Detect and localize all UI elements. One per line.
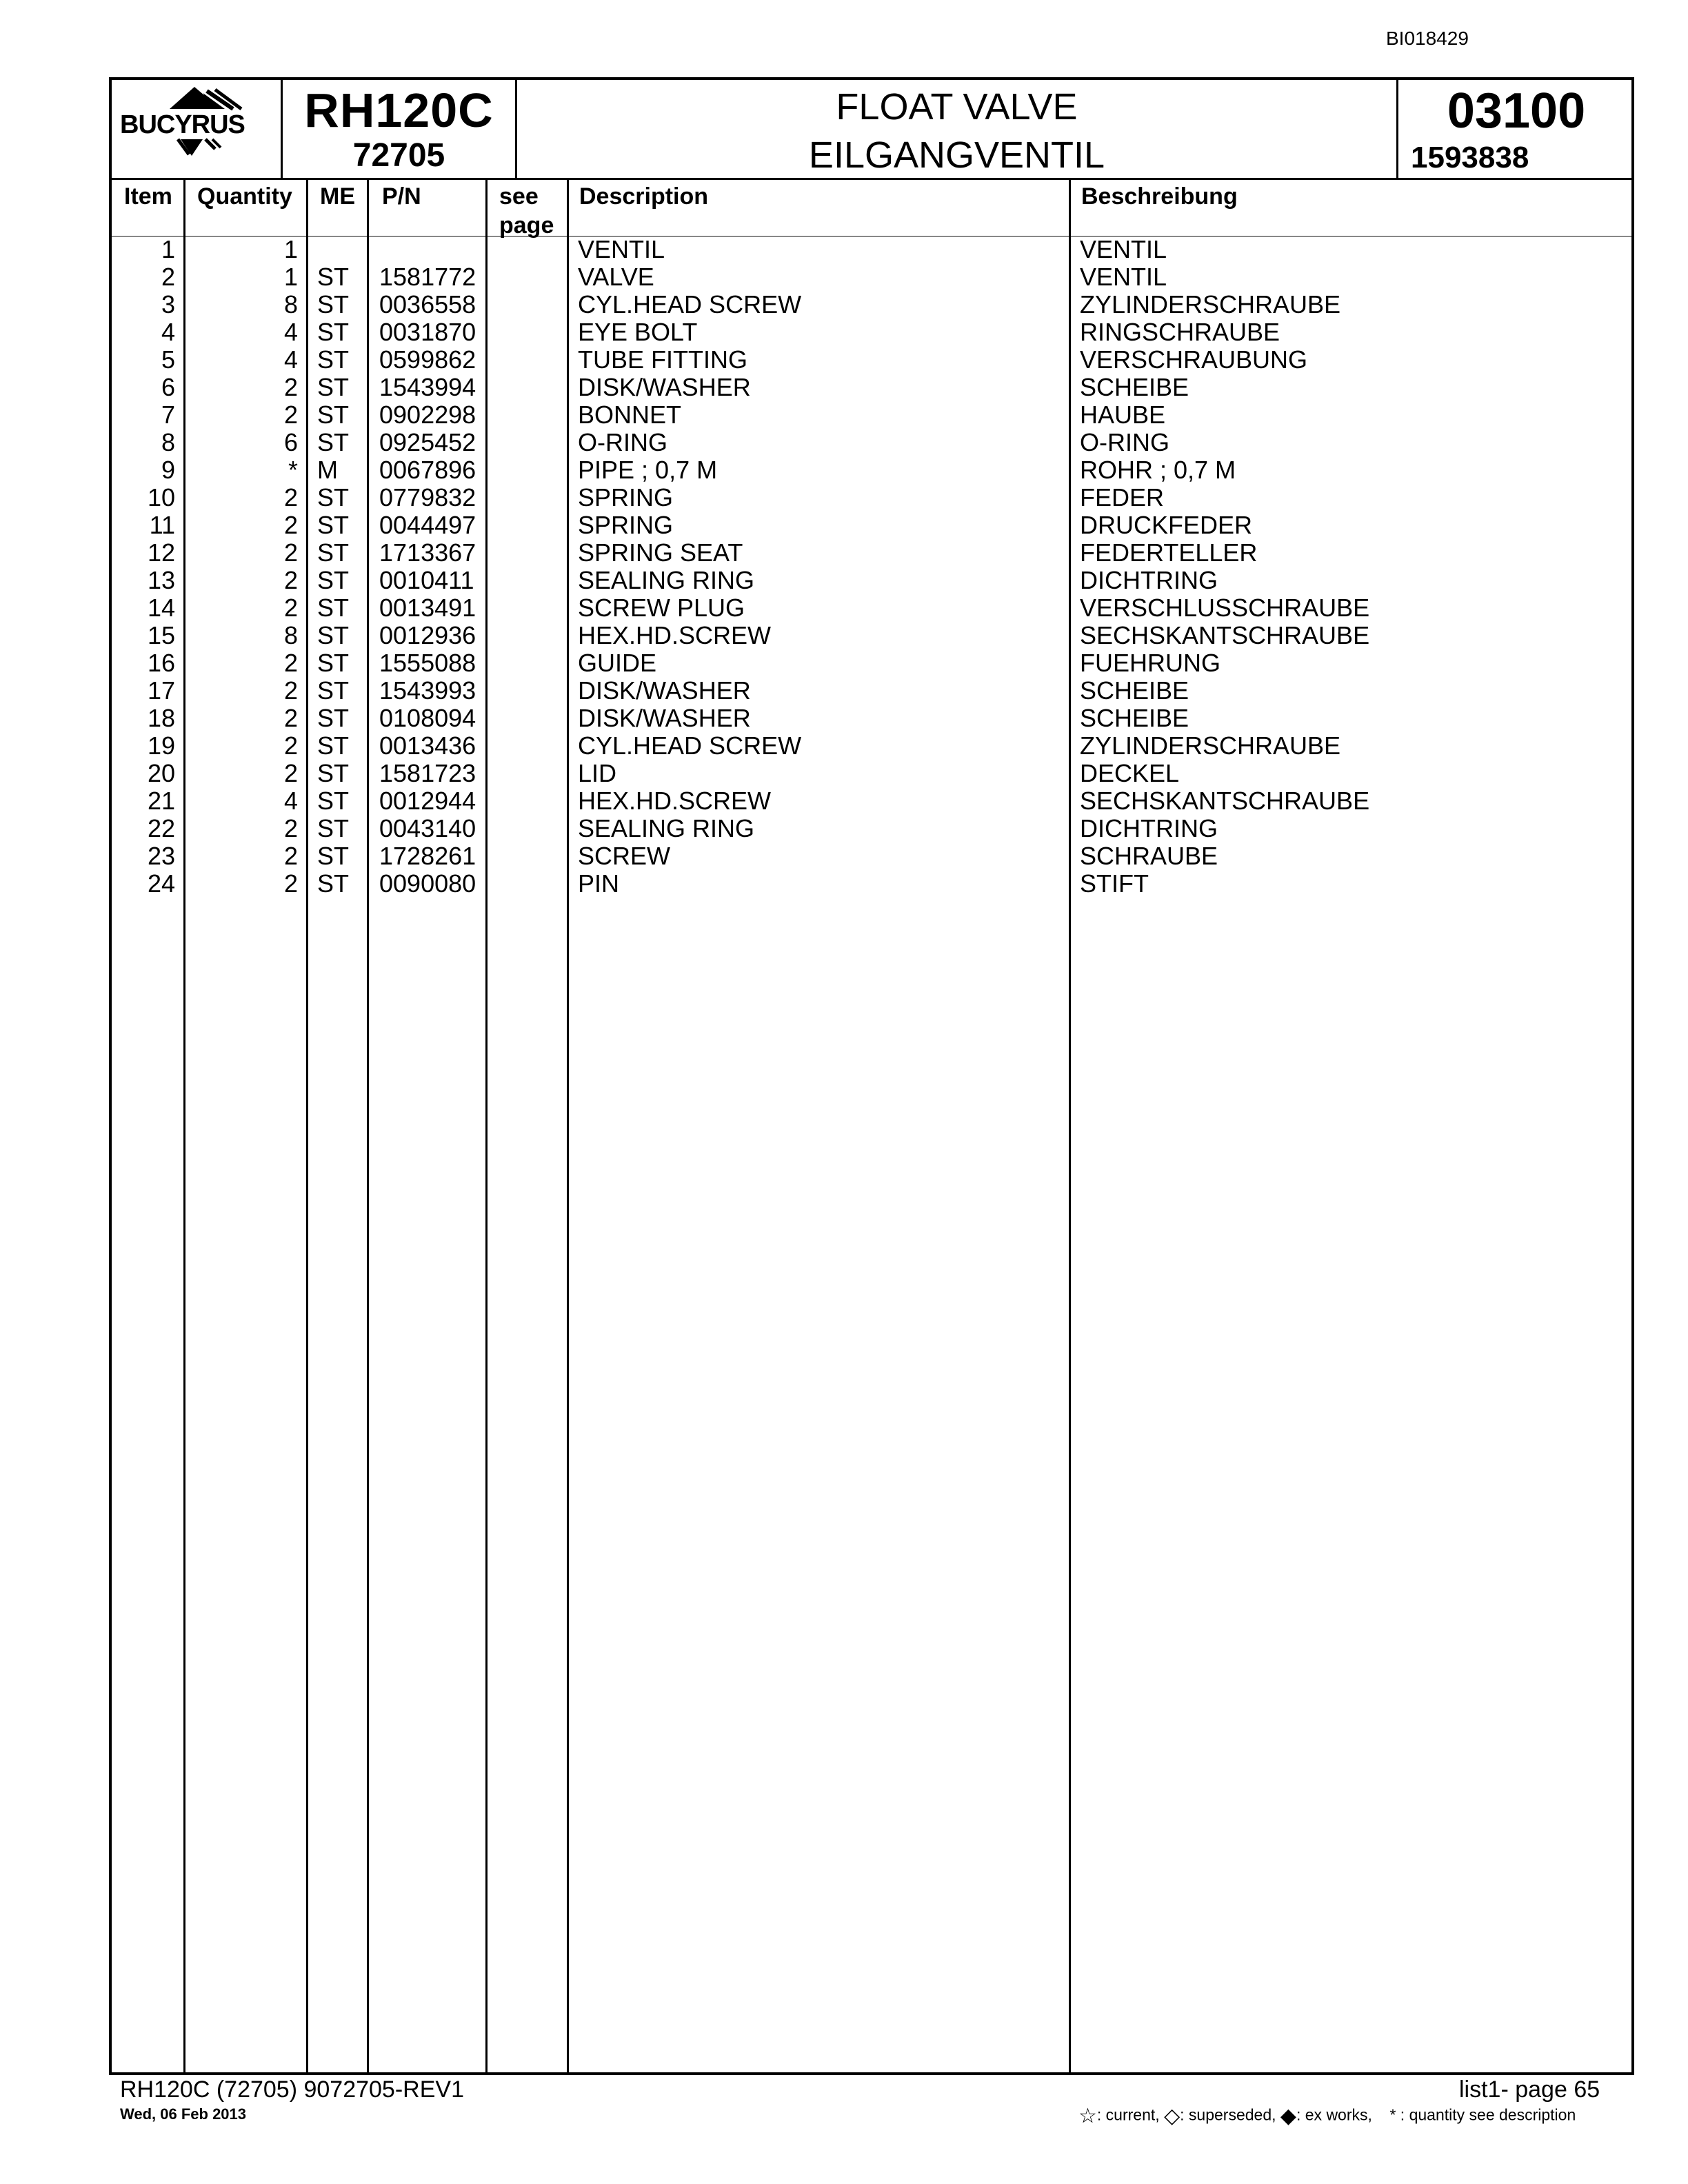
row-part-number: 1581772 bbox=[379, 263, 476, 291]
row-quantity: 4 bbox=[283, 345, 298, 374]
row-part-number: 0925452 bbox=[379, 428, 476, 456]
row-description: SPRING bbox=[578, 483, 674, 512]
row-description: LID bbox=[578, 759, 617, 787]
row-beschreibung: VENTIL bbox=[1080, 263, 1167, 291]
row-me: M bbox=[317, 456, 338, 484]
row-beschreibung: O-RING bbox=[1080, 428, 1169, 456]
row-description: PIPE ; 0,7 M bbox=[578, 456, 718, 484]
row-part-number: 0599862 bbox=[379, 345, 476, 374]
row-part-number: 0013491 bbox=[379, 594, 476, 622]
row-quantity: 2 bbox=[283, 731, 298, 760]
star-outline-icon: ☆ bbox=[1078, 2105, 1097, 2127]
row-beschreibung: RINGSCHRAUBE bbox=[1080, 318, 1280, 346]
row-part-number: 0012936 bbox=[379, 621, 476, 649]
table-row bbox=[112, 539, 1631, 567]
row-beschreibung: FEDER bbox=[1080, 483, 1165, 512]
table-row bbox=[112, 567, 1631, 594]
row-quantity: 2 bbox=[283, 814, 298, 842]
row-description: SEALING RING bbox=[578, 566, 755, 594]
row-description: SCREW PLUG bbox=[578, 594, 745, 622]
legend-superseded: : superseded, bbox=[1180, 2105, 1276, 2124]
table-row bbox=[112, 815, 1631, 842]
row-description: CYL.HEAD SCREW bbox=[578, 731, 802, 760]
row-me: ST bbox=[317, 759, 350, 787]
row-item: 7 bbox=[161, 401, 175, 429]
row-quantity: 2 bbox=[283, 649, 298, 677]
row-part-number: 0010411 bbox=[379, 566, 474, 594]
row-me: ST bbox=[317, 594, 350, 622]
table-row bbox=[112, 318, 1631, 346]
row-quantity: 4 bbox=[283, 787, 298, 815]
row-quantity: 2 bbox=[283, 373, 298, 401]
row-me: ST bbox=[317, 538, 350, 567]
row-quantity: 2 bbox=[283, 704, 298, 732]
row-description: HEX.HD.SCREW bbox=[578, 787, 772, 815]
row-beschreibung: DECKEL bbox=[1080, 759, 1180, 787]
row-part-number: 0902298 bbox=[379, 401, 476, 429]
table-row bbox=[112, 594, 1631, 622]
row-beschreibung: VERSCHLUSSCHRAUBE bbox=[1080, 594, 1370, 622]
row-quantity: 2 bbox=[283, 483, 298, 512]
row-beschreibung: SCHEIBE bbox=[1080, 373, 1189, 401]
row-part-number: 0012944 bbox=[379, 787, 476, 815]
row-me: ST bbox=[317, 263, 350, 291]
row-part-number: 0044497 bbox=[379, 511, 476, 539]
col-item: Item bbox=[124, 183, 172, 210]
header bbox=[112, 80, 1631, 180]
row-part-number: 0090080 bbox=[379, 869, 476, 898]
row-item: 1 bbox=[161, 235, 175, 263]
col-page: page bbox=[499, 212, 554, 239]
row-quantity: 1 bbox=[283, 235, 298, 263]
row-item: 20 bbox=[147, 759, 175, 787]
row-description: SPRING SEAT bbox=[578, 538, 743, 567]
row-item: 18 bbox=[147, 704, 175, 732]
group-cell bbox=[1398, 80, 1634, 178]
group-number: 03100 bbox=[1447, 83, 1586, 139]
table-row bbox=[112, 512, 1631, 539]
row-quantity: 4 bbox=[283, 318, 298, 346]
table-row bbox=[112, 456, 1631, 484]
row-description: BONNET bbox=[578, 401, 682, 429]
row-item: 8 bbox=[161, 428, 175, 456]
diamond-outline-icon: ◇ bbox=[1164, 2105, 1180, 2127]
table-row bbox=[112, 429, 1631, 456]
row-description: TUBE FITTING bbox=[578, 345, 747, 374]
row-quantity: 2 bbox=[283, 842, 298, 870]
row-item: 9 bbox=[161, 456, 175, 484]
row-item: 10 bbox=[147, 483, 175, 512]
group-reference: 1593838 bbox=[1411, 141, 1529, 174]
row-description: SEALING RING bbox=[578, 814, 755, 842]
row-beschreibung: HAUBE bbox=[1080, 401, 1166, 429]
row-beschreibung: FUEHRUNG bbox=[1080, 649, 1220, 677]
row-description: VENTIL bbox=[578, 235, 665, 263]
col-description: Description bbox=[579, 183, 709, 210]
table-row bbox=[112, 677, 1631, 705]
table-row bbox=[112, 622, 1631, 649]
row-description: CYL.HEAD SCREW bbox=[578, 290, 802, 318]
row-beschreibung: SCHEIBE bbox=[1080, 676, 1189, 705]
table-row bbox=[112, 705, 1631, 732]
table-row bbox=[112, 291, 1631, 318]
row-item: 2 bbox=[161, 263, 175, 291]
col-beschreibung: Beschreibung bbox=[1081, 183, 1238, 210]
footer-date: Wed, 06 Feb 2013 bbox=[120, 2105, 247, 2123]
row-item: 21 bbox=[147, 787, 175, 815]
row-item: 23 bbox=[147, 842, 175, 870]
row-part-number: 0013436 bbox=[379, 731, 476, 760]
row-beschreibung: DICHTRING bbox=[1080, 814, 1218, 842]
row-part-number: 1728261 bbox=[379, 842, 476, 870]
row-quantity: 2 bbox=[283, 759, 298, 787]
row-me: ST bbox=[317, 373, 350, 401]
row-item: 15 bbox=[147, 621, 175, 649]
row-part-number: 1543993 bbox=[379, 676, 476, 705]
table-row bbox=[112, 346, 1631, 374]
row-part-number: 0108094 bbox=[379, 704, 476, 732]
row-quantity: 2 bbox=[283, 538, 298, 567]
row-quantity: 8 bbox=[283, 621, 298, 649]
table-row bbox=[112, 401, 1631, 429]
row-item: 6 bbox=[161, 373, 175, 401]
title-cell bbox=[517, 80, 1398, 178]
footer-page: list1- page 65 bbox=[1459, 2076, 1600, 2103]
row-quantity: 2 bbox=[283, 401, 298, 429]
row-beschreibung: SCHEIBE bbox=[1080, 704, 1189, 732]
row-part-number: 1713367 bbox=[379, 538, 476, 567]
row-description: DISK/WASHER bbox=[578, 704, 751, 732]
table-row bbox=[112, 236, 1631, 263]
row-beschreibung: ROHR ; 0,7 M bbox=[1080, 456, 1236, 484]
row-description: PIN bbox=[578, 869, 620, 898]
row-me: ST bbox=[317, 814, 350, 842]
model-number: 72705 bbox=[352, 137, 445, 174]
row-quantity: 1 bbox=[283, 263, 298, 291]
row-quantity: 2 bbox=[283, 594, 298, 622]
col-me: ME bbox=[320, 183, 355, 210]
legend-exworks: : ex works, bbox=[1296, 2105, 1372, 2124]
row-part-number: 0779832 bbox=[379, 483, 476, 512]
model-name: RH120C bbox=[304, 83, 494, 137]
row-item: 19 bbox=[147, 731, 175, 760]
footer-doc-ref: RH120C (72705) 9072705-REV1 bbox=[120, 2076, 464, 2103]
row-quantity: 8 bbox=[283, 290, 298, 318]
row-item: 17 bbox=[147, 676, 175, 705]
col-see: see bbox=[499, 183, 539, 210]
row-beschreibung: SECHSKANTSCHRAUBE bbox=[1080, 621, 1370, 649]
document-id: BI018429 bbox=[1386, 28, 1469, 49]
row-me: ST bbox=[317, 290, 350, 318]
row-me: ST bbox=[317, 318, 350, 346]
row-description: DISK/WASHER bbox=[578, 676, 751, 705]
parts-list-frame bbox=[109, 77, 1634, 2075]
model-cell bbox=[283, 80, 517, 178]
row-me: ST bbox=[317, 869, 350, 898]
table-row bbox=[112, 484, 1631, 512]
row-part-number: 0031870 bbox=[379, 318, 476, 346]
col-pn: P/N bbox=[382, 183, 421, 210]
row-item: 11 bbox=[149, 511, 175, 539]
row-item: 14 bbox=[147, 594, 175, 622]
row-me: ST bbox=[317, 345, 350, 374]
row-item: 5 bbox=[161, 345, 175, 374]
table-row bbox=[112, 649, 1631, 677]
table-row bbox=[112, 263, 1631, 291]
logo bbox=[112, 80, 283, 178]
row-quantity: 2 bbox=[283, 566, 298, 594]
row-me: ST bbox=[317, 787, 350, 815]
row-quantity: 2 bbox=[283, 676, 298, 705]
col-quantity: Quantity bbox=[197, 183, 292, 210]
row-quantity: 2 bbox=[283, 511, 298, 539]
row-beschreibung: FEDERTELLER bbox=[1080, 538, 1258, 567]
row-item: 3 bbox=[161, 290, 175, 318]
parts-table-body bbox=[112, 236, 1631, 898]
title-english: FLOAT VALVE bbox=[836, 86, 1078, 128]
column-headers bbox=[112, 178, 1631, 237]
row-beschreibung: DICHTRING bbox=[1080, 566, 1218, 594]
row-item: 12 bbox=[147, 538, 175, 567]
row-me: ST bbox=[317, 649, 350, 677]
row-part-number: 0043140 bbox=[379, 814, 476, 842]
row-beschreibung: STIFT bbox=[1080, 869, 1149, 898]
row-me: ST bbox=[317, 621, 350, 649]
table-row bbox=[112, 760, 1631, 787]
title-german: EILGANGVENTIL bbox=[808, 134, 1105, 176]
table-row bbox=[112, 374, 1631, 401]
row-me: ST bbox=[317, 401, 350, 429]
row-description: O-RING bbox=[578, 428, 667, 456]
table-row bbox=[112, 870, 1631, 898]
row-part-number: 1543994 bbox=[379, 373, 476, 401]
row-me: ST bbox=[317, 566, 350, 594]
row-item: 13 bbox=[147, 566, 175, 594]
row-beschreibung: DRUCKFEDER bbox=[1080, 511, 1253, 539]
legend-current: : current, bbox=[1096, 2105, 1160, 2124]
row-item: 24 bbox=[147, 869, 175, 898]
row-beschreibung: ZYLINDERSCHRAUBE bbox=[1080, 290, 1341, 318]
row-me: ST bbox=[317, 842, 350, 870]
diamond-filled-icon: ◆ bbox=[1280, 2105, 1296, 2127]
table-row bbox=[112, 787, 1631, 815]
row-part-number: 0036558 bbox=[379, 290, 476, 318]
row-item: 16 bbox=[147, 649, 175, 677]
row-description: HEX.HD.SCREW bbox=[578, 621, 772, 649]
table-row bbox=[112, 842, 1631, 870]
row-part-number: 1581723 bbox=[379, 759, 476, 787]
row-me: ST bbox=[317, 483, 350, 512]
row-item: 4 bbox=[161, 318, 175, 346]
row-me: ST bbox=[317, 704, 350, 732]
row-beschreibung: ZYLINDERSCHRAUBE bbox=[1080, 731, 1341, 760]
row-description: SPRING bbox=[578, 511, 674, 539]
row-description: EYE BOLT bbox=[578, 318, 698, 346]
footer-legend bbox=[1078, 2104, 1576, 2128]
row-item: 22 bbox=[147, 814, 175, 842]
legend-quantity: * : quantity see description bbox=[1389, 2105, 1576, 2124]
row-description: GUIDE bbox=[578, 649, 657, 677]
row-beschreibung: SECHSKANTSCHRAUBE bbox=[1080, 787, 1370, 815]
row-me: ST bbox=[317, 428, 350, 456]
row-quantity: 6 bbox=[283, 428, 298, 456]
row-beschreibung: VENTIL bbox=[1080, 235, 1167, 263]
row-me: ST bbox=[317, 676, 350, 705]
row-description: DISK/WASHER bbox=[578, 373, 751, 401]
row-me: ST bbox=[317, 511, 350, 539]
row-beschreibung: SCHRAUBE bbox=[1080, 842, 1218, 870]
logo-text: BUCYRUS bbox=[120, 110, 245, 139]
row-me: ST bbox=[317, 731, 350, 760]
row-part-number: 1555088 bbox=[379, 649, 476, 677]
table-row bbox=[112, 732, 1631, 760]
row-beschreibung: VERSCHRAUBUNG bbox=[1080, 345, 1308, 374]
row-quantity: 2 bbox=[283, 869, 298, 898]
row-quantity: * bbox=[288, 456, 298, 484]
row-part-number: 0067896 bbox=[379, 456, 476, 484]
row-description: VALVE bbox=[578, 263, 654, 291]
row-description: SCREW bbox=[578, 842, 670, 870]
